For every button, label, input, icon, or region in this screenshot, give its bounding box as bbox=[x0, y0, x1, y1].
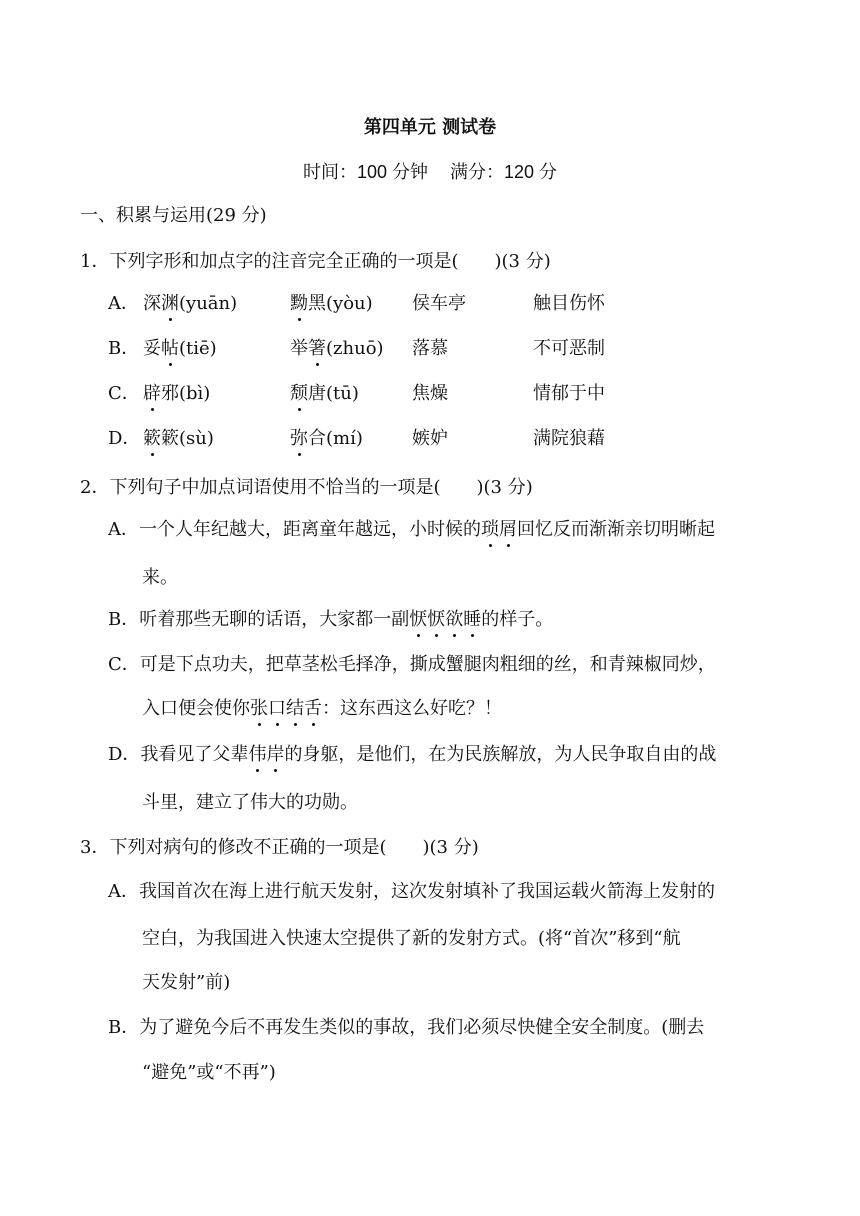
option-c-word-4: 情郁于中 bbox=[533, 383, 605, 404]
emphasized-phrase bbox=[248, 744, 284, 765]
emphasis-dot-char: 辟 bbox=[143, 383, 161, 404]
page-title: 第四单元 测试卷 bbox=[363, 117, 497, 138]
question-1-stem: 1．下列字形和加点字的注音完全正确的一项是( )(3 分) bbox=[80, 251, 551, 272]
emphasis-dot-char: 簌 bbox=[143, 428, 161, 449]
emphasis-dot-char: 渊 bbox=[161, 293, 179, 314]
question-3-option-b: B．为了避免今后不再发生类似的事故，我们必须尽快健全安全制度。(删去 bbox=[108, 1017, 705, 1038]
option-a-letter: A． bbox=[108, 293, 139, 314]
option-d-word-2: 弥合(mí) bbox=[290, 428, 363, 449]
question-2-option-c-cont: 入口便会使你张口结舌：这东西这么好吃？！ bbox=[142, 698, 502, 719]
question-2-option-a: A．一个人年纪越大，距离童年越远，小时候的琐屑回忆反而渐渐亲切明晰起 bbox=[108, 519, 715, 540]
question-3-stem: 3．下列对病句的修改不正确的一项是( )(3 分) bbox=[80, 837, 479, 858]
score-value: 120 分 bbox=[504, 162, 558, 182]
emphasized-phrase bbox=[409, 609, 481, 630]
time-value: 100 分钟 bbox=[356, 162, 428, 182]
emphasis-dot-char: 黝 bbox=[290, 293, 308, 314]
emphasis-dot-char: 弥 bbox=[290, 428, 308, 449]
emphasis-dot-char: 帖 bbox=[161, 338, 179, 359]
question-2-option-b: B．听着那些无聊的话语，大家都一副恹恹欲睡的样子。 bbox=[108, 609, 554, 630]
question-2-stem: 2．下列句子中加点词语使用不恰当的一项是( )(3 分) bbox=[80, 477, 533, 498]
time-label: 时间： bbox=[302, 162, 357, 183]
emphasized-phrase bbox=[481, 519, 517, 540]
emphasis-dot-char: 箸 bbox=[308, 338, 326, 359]
emphasis-dot-char: 张 bbox=[250, 698, 268, 719]
option-a-word-4: 触目伤怀 bbox=[533, 293, 605, 314]
emphasis-dot-char: 恹 bbox=[427, 609, 446, 630]
option-b-letter: B． bbox=[108, 338, 140, 359]
option-d-word-4: 满院狼藉 bbox=[533, 428, 605, 449]
emphasis-dot-char: 琐 bbox=[481, 519, 499, 540]
question-3-option-a-cont-2: 天发射”前) bbox=[142, 972, 231, 993]
option-c-word-3: 焦燥 bbox=[412, 383, 448, 404]
emphasized-phrase bbox=[250, 698, 322, 719]
emphasis-dot-char: 舌 bbox=[304, 698, 322, 719]
option-a-word-1: 深渊(yuān) bbox=[143, 293, 238, 314]
option-d-word-1: 簌簌(sù) bbox=[143, 428, 214, 449]
option-c-word-2: 颓唐(tū) bbox=[290, 383, 359, 404]
question-2-option-c: C．可是下点功夫，把草茎松毛择净，撕成蟹腿肉粗细的丝，和青辣椒同炒， bbox=[108, 654, 716, 675]
option-a-word-2: 黝黑(yòu) bbox=[290, 293, 373, 314]
emphasis-dot-char: 欲 bbox=[445, 609, 464, 630]
emphasis-dot-char: 睡 bbox=[463, 609, 482, 630]
question-2-option-d-cont: 斗里，建立了伟大的功勋。 bbox=[142, 792, 358, 813]
option-c-word-1: 辟邪(bì) bbox=[143, 383, 211, 404]
question-3-option-a-cont-1: 空白，为我国进入快速太空提供了新的发射方式。(将“首次”移到“航 bbox=[142, 928, 681, 949]
emphasis-dot-char: 恹 bbox=[409, 609, 428, 630]
emphasis-dot-char: 结 bbox=[286, 698, 304, 719]
option-b-word-4: 不可恶制 bbox=[533, 338, 605, 359]
emphasis-dot-char: 岸 bbox=[266, 744, 285, 765]
option-a-word-3: 侯车亭 bbox=[412, 293, 466, 314]
emphasis-dot-char: 伟 bbox=[248, 744, 267, 765]
option-d-letter: D． bbox=[108, 428, 141, 449]
option-c-letter: C． bbox=[108, 383, 140, 404]
emphasis-dot-char: 颓 bbox=[290, 383, 308, 404]
question-2-option-a-cont: 来。 bbox=[142, 567, 178, 588]
score-label: 满分： bbox=[450, 162, 504, 183]
question-3-option-a: A．我国首次在海上进行航天发射，这次发射填补了我国运载火箭海上发射的 bbox=[108, 881, 715, 902]
question-3-option-b-cont: “避免”或“不再”) bbox=[142, 1062, 276, 1083]
option-d-word-3: 嫉妒 bbox=[412, 428, 448, 449]
emphasis-dot-char: 口 bbox=[268, 698, 286, 719]
section-heading: 一、积累与运用(29 分) bbox=[80, 205, 267, 226]
exam-meta bbox=[0, 160, 860, 185]
option-b-word-2: 举箸(zhuō) bbox=[290, 338, 384, 359]
option-b-word-3: 落慕 bbox=[412, 338, 448, 359]
question-2-option-d: D．我看见了父辈伟岸的身躯，是他们，在为民族解放，为人民争取自由的战 bbox=[108, 744, 717, 765]
emphasis-dot-char: 屑 bbox=[499, 519, 517, 540]
option-b-word-1: 妥帖(tiē) bbox=[143, 338, 217, 359]
